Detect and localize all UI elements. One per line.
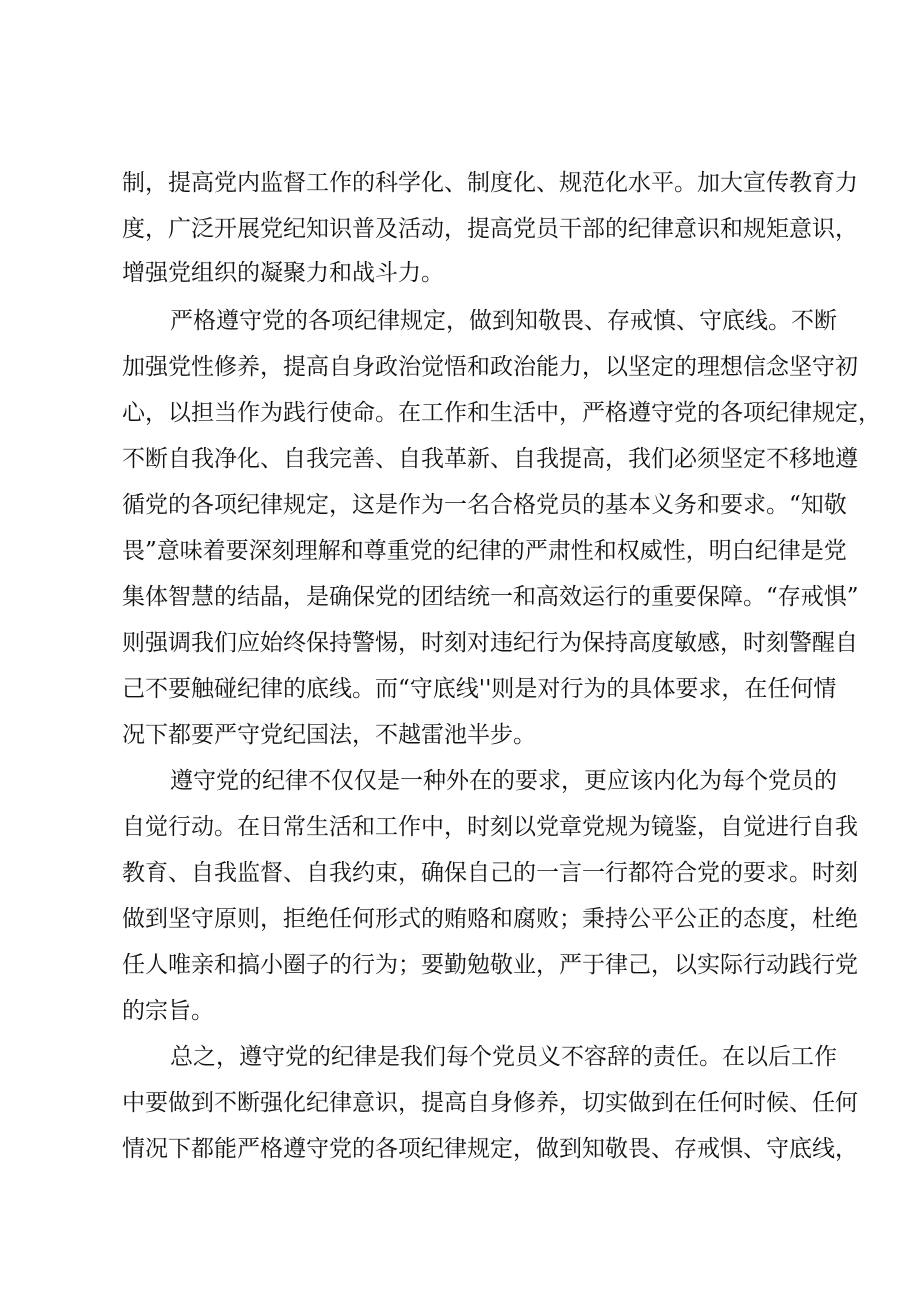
body-text-line: 的宗旨。 [122, 998, 214, 1024]
body-text-line: 情况下都能严格遵守党的各项纪律规定，做到知敬畏、存戒惧、守底线， [122, 1136, 858, 1162]
body-text-line: 增强党组织的凝聚力和战斗力。 [122, 260, 444, 286]
body-text-line: 况下都要严守党纪国法，不越雷池半步。 [122, 722, 536, 748]
body-text-line: 集体智慧的结晶，是确保党的团结统一和高效运行的重要保障。“存戒惧” [122, 584, 859, 610]
body-text-line: 加强党性修养，提高自身政治觉悟和政治能力，以坚定的理想信念坚守初 [122, 354, 858, 380]
paragraph-first-line: 严格遵守党的各项纪律规定，做到知敬畏、存戒慎、守底线。不断 [170, 308, 837, 334]
body-text-line: 不断自我净化、自我完善、自我革新、自我提高，我们必须坚定不移地遵 [122, 446, 858, 472]
body-text-line: 畏”意味着要深刻理解和尊重党的纪律的严肃性和权威性，明白纪律是党 [122, 538, 847, 564]
paragraph-first-line: 遵守党的纪律不仅仅是一种外在的要求，更应该内化为每个党员的 [170, 768, 837, 794]
body-text-line: 中要做到不断强化纪律意识，提高自身修养，切实做到在任何时候、任何 [122, 1090, 858, 1116]
body-text-line: 度，广泛开展党纪知识普及活动，提高党员干部的纪律意识和规矩意识， [122, 216, 858, 242]
body-text-line: 心，以担当作为践行使命。在工作和生活中，严格遵守党的各项纪律规定， [122, 400, 881, 426]
body-text-line: 己不要触碰纪律的底线。而“守底线''则是对行为的具体要求，在任何情 [122, 676, 837, 702]
body-text-line: 则强调我们应始终保持警惕，时刻对违纪行为保持高度敏感，时刻警醒自 [122, 630, 858, 656]
paragraph-first-line: 总之，遵守党的纪律是我们每个党员义不容辞的责任。在以后工作 [170, 1044, 837, 1070]
body-text-line: 教育、自我监督、自我约束，确保自己的一言一行都符合党的要求。时刻 [122, 860, 858, 886]
body-text-line: 循党的各项纪律规定，这是作为一名合格党员的基本义务和要求。“知敬 [122, 492, 847, 518]
body-text-line: 任人唯亲和搞小圈子的行为；要勤勉敬业，严于律己，以实际行动践行党 [122, 952, 858, 978]
body-text-line: 自觉行动。在日常生活和工作中，时刻以党章党规为镜鉴，自觉进行自我 [122, 814, 858, 840]
body-text-line: 做到坚守原则，拒绝任何形式的贿赂和腐败；秉持公平公正的态度，杜绝 [122, 906, 858, 932]
body-text-line: 制，提高党内监督工作的科学化、制度化、规范化水平。加大宣传教育力 [122, 170, 858, 196]
